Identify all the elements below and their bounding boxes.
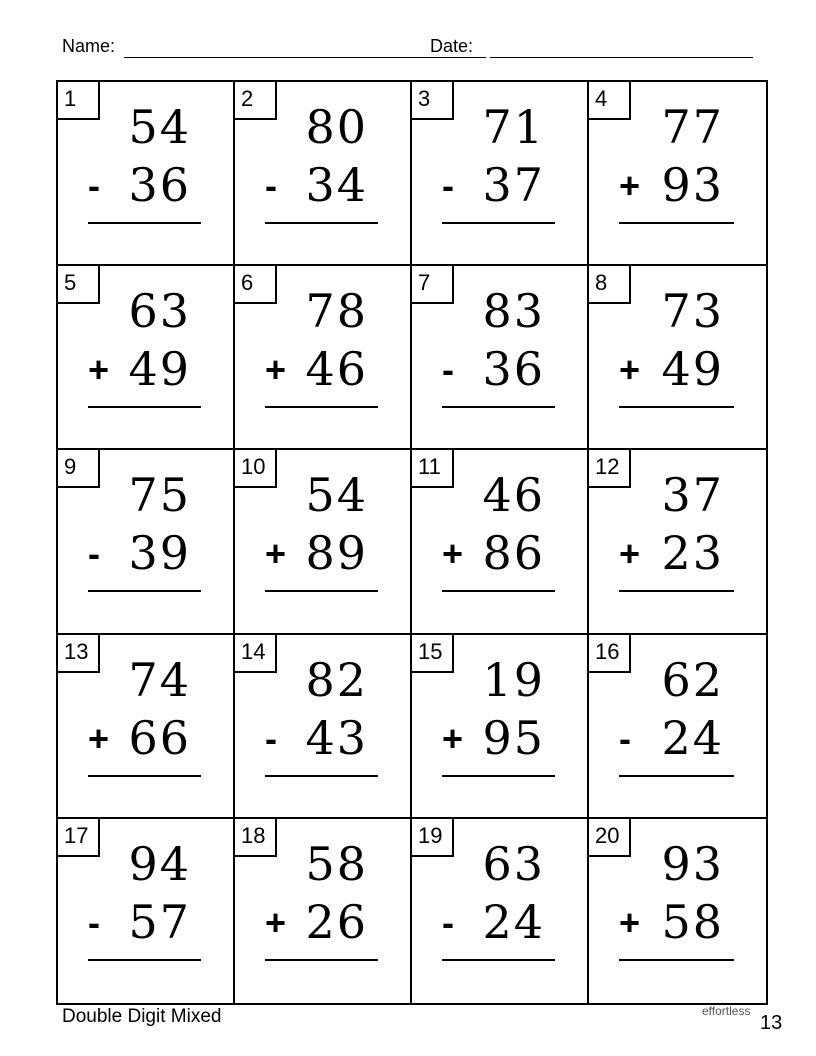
operator-sign: - xyxy=(88,533,100,575)
answer-line[interactable] xyxy=(88,775,201,777)
problem-number: 17 xyxy=(58,819,100,857)
operator-sign: - xyxy=(88,901,100,943)
problem-cell xyxy=(235,266,412,450)
page-number: 13 xyxy=(760,1012,783,1034)
answer-line[interactable] xyxy=(265,222,378,224)
operator-sign: + xyxy=(442,717,464,759)
problem-cell xyxy=(412,635,589,819)
date-blank-line[interactable] xyxy=(490,57,753,58)
worksheet-header xyxy=(62,36,762,66)
problem-number: 20 xyxy=(589,819,631,857)
answer-line[interactable] xyxy=(442,222,555,224)
name-blank-line[interactable] xyxy=(124,57,486,58)
top-number: 74 xyxy=(128,652,191,707)
top-number: 77 xyxy=(661,100,724,154)
operator-sign: - xyxy=(442,901,454,943)
problem-number: 19 xyxy=(412,819,454,857)
top-number: 63 xyxy=(128,284,191,339)
top-number: 63 xyxy=(482,836,545,891)
bottom-number: 26 xyxy=(305,894,368,949)
name-label: Name: xyxy=(62,36,116,56)
top-number: 62 xyxy=(661,652,724,707)
answer-line[interactable] xyxy=(442,775,555,777)
answer-line[interactable] xyxy=(619,406,734,408)
problem-cell xyxy=(235,635,412,819)
top-number: 54 xyxy=(305,468,368,523)
problem-number: 5 xyxy=(58,266,100,304)
top-number: 75 xyxy=(128,468,191,523)
operator-sign: + xyxy=(265,901,287,943)
top-number: 37 xyxy=(661,468,724,523)
top-number: 73 xyxy=(661,284,724,339)
brand-mark: effortless xyxy=(702,1004,751,1018)
top-number: 80 xyxy=(305,100,368,154)
operator-sign: + xyxy=(619,349,641,391)
problem-number: 14 xyxy=(235,635,277,673)
answer-line[interactable] xyxy=(442,959,555,961)
top-number: 82 xyxy=(305,652,368,707)
bottom-number: 66 xyxy=(128,710,191,765)
bottom-number: 46 xyxy=(305,342,368,397)
top-number: 46 xyxy=(482,468,545,523)
bottom-number: 58 xyxy=(661,894,724,949)
problem-number: 9 xyxy=(58,450,100,488)
problem-cell xyxy=(589,82,766,266)
problem-number: 3 xyxy=(412,82,454,120)
bottom-number: 95 xyxy=(482,710,545,765)
problem-cell xyxy=(58,266,235,450)
bottom-number: 37 xyxy=(482,158,545,212)
top-number: 71 xyxy=(482,100,545,154)
bottom-number: 57 xyxy=(128,894,191,949)
problem-number: 4 xyxy=(589,82,631,120)
operator-sign: + xyxy=(265,533,287,575)
bottom-number: 39 xyxy=(128,526,191,581)
problem-number: 1 xyxy=(58,82,100,120)
operator-sign: - xyxy=(88,165,100,206)
problem-number: 10 xyxy=(235,450,277,488)
problem-grid xyxy=(56,80,768,1005)
bottom-number: 43 xyxy=(305,710,368,765)
problem-cell xyxy=(589,266,766,450)
problem-cell xyxy=(412,82,589,266)
bottom-number: 24 xyxy=(661,710,724,765)
worksheet-title: Double Digit Mixed xyxy=(62,1006,222,1027)
problem-cell xyxy=(412,266,589,450)
top-number: 58 xyxy=(305,836,368,891)
problem-number: 18 xyxy=(235,819,277,857)
operator-sign: + xyxy=(265,349,287,391)
problem-cell xyxy=(235,82,412,266)
operator-sign: + xyxy=(619,901,641,943)
top-number: 94 xyxy=(128,836,191,891)
problem-number: 13 xyxy=(58,635,100,673)
top-number: 54 xyxy=(128,100,191,154)
top-number: 78 xyxy=(305,284,368,339)
operator-sign: + xyxy=(88,717,110,759)
bottom-number: 36 xyxy=(482,342,545,397)
operator-sign: + xyxy=(88,349,110,391)
operator-sign: - xyxy=(619,717,631,759)
operator-sign: + xyxy=(442,533,464,575)
problem-number: 2 xyxy=(235,82,277,120)
problem-number: 12 xyxy=(589,450,631,488)
bottom-number: 36 xyxy=(128,158,191,212)
bottom-number: 49 xyxy=(661,342,724,397)
problem-number: 7 xyxy=(412,266,454,304)
answer-line[interactable] xyxy=(619,590,734,592)
problem-cell xyxy=(235,819,412,1003)
bottom-number: 86 xyxy=(482,526,545,581)
answer-line[interactable] xyxy=(265,590,378,592)
problem-number: 6 xyxy=(235,266,277,304)
answer-line[interactable] xyxy=(619,959,734,961)
answer-line[interactable] xyxy=(442,406,555,408)
answer-line[interactable] xyxy=(265,406,378,408)
problem-cell xyxy=(412,450,589,634)
problem-cell xyxy=(589,635,766,819)
problem-number: 16 xyxy=(589,635,631,673)
operator-sign: + xyxy=(619,533,641,575)
bottom-number: 49 xyxy=(128,342,191,397)
problem-cell xyxy=(589,819,766,1003)
problem-cell xyxy=(589,450,766,634)
operator-sign: - xyxy=(265,165,277,206)
answer-line[interactable] xyxy=(619,775,734,777)
answer-line[interactable] xyxy=(88,959,201,961)
problem-number: 8 xyxy=(589,266,631,304)
problem-cell xyxy=(58,450,235,634)
answer-line[interactable] xyxy=(442,590,555,592)
top-number: 83 xyxy=(482,284,545,339)
operator-sign: - xyxy=(265,717,277,759)
bottom-number: 34 xyxy=(305,158,368,212)
bottom-number: 23 xyxy=(661,526,724,581)
bottom-number: 89 xyxy=(305,526,368,581)
problem-cell xyxy=(235,450,412,634)
operator-sign: + xyxy=(619,165,641,206)
answer-line[interactable] xyxy=(88,590,201,592)
answer-line[interactable] xyxy=(265,959,378,961)
problem-cell xyxy=(58,82,235,266)
answer-line[interactable] xyxy=(265,775,378,777)
problem-number: 15 xyxy=(412,635,454,673)
problem-cell xyxy=(412,819,589,1003)
operator-sign: - xyxy=(442,349,454,391)
operator-sign: - xyxy=(442,165,454,206)
problem-cell xyxy=(58,819,235,1003)
problem-cell xyxy=(58,635,235,819)
bottom-number: 24 xyxy=(482,894,545,949)
date-label: Date: xyxy=(430,36,474,56)
bottom-number: 93 xyxy=(661,158,724,212)
problem-number: 11 xyxy=(412,450,454,488)
answer-line[interactable] xyxy=(88,222,201,224)
top-number: 19 xyxy=(482,652,545,707)
answer-line[interactable] xyxy=(88,406,201,408)
top-number: 93 xyxy=(661,836,724,891)
answer-line[interactable] xyxy=(619,222,734,224)
